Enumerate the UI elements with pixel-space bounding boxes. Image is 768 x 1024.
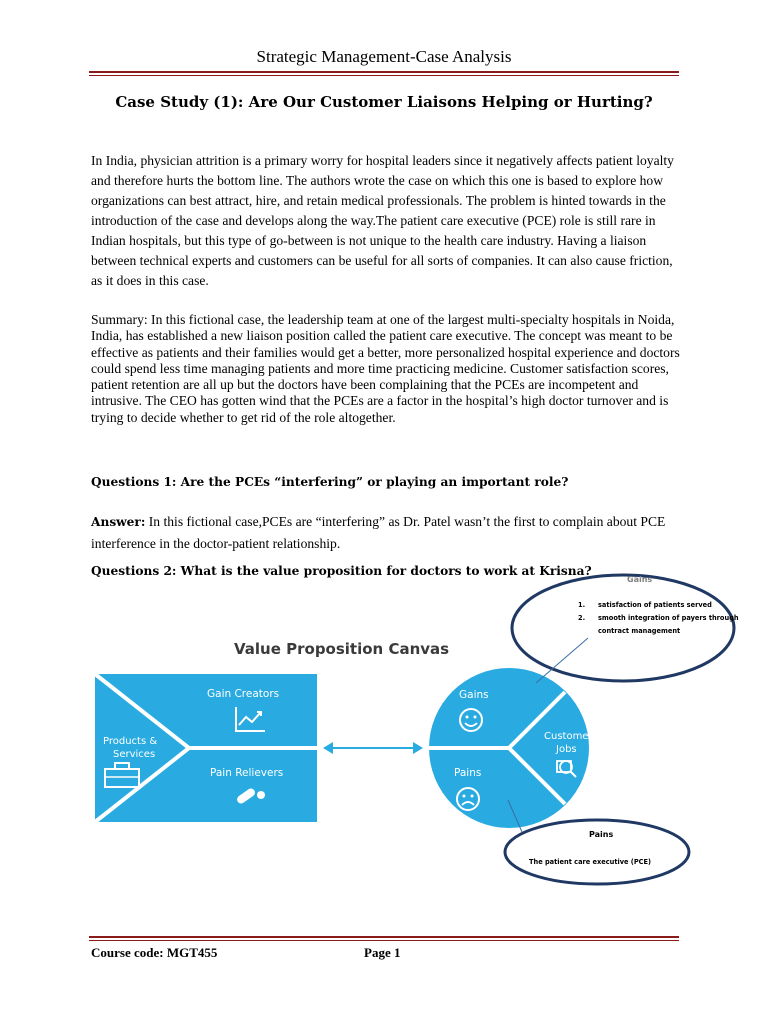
- header-rule-thin: [89, 75, 679, 76]
- footer-rule-thin: [89, 940, 679, 941]
- answer-1: [91, 511, 687, 554]
- pains-label: Pains: [454, 767, 482, 779]
- question-2: Questions 2: What is the value proposition for doctors to work at Krisna?: [91, 564, 592, 578]
- answer-text: In this fictional case,PCEs are “interfering” as Dr. Patel wasn’t the first to complain about PCE interference in the doctor-patient relationship.: [91, 514, 666, 551]
- gains-label: Gains: [459, 689, 489, 701]
- canvas-title: Value Proposition Canvas: [234, 640, 450, 658]
- gains-item-2-text: smooth integration of payers through: [598, 614, 739, 622]
- intro-paragraph: In India, physician attrition is a primary worry for hospital leaders since it negatively affects patient loyalty and therefore hurts the bottom line. The authors wrote the case on which this one is based to explore how organizations can best attract, hire, and retain medical professionals. The problem is hinted towards in the introduction of the case and develops along the way.The patient care executive (PCE) role is still rare in Indian hospitals, but this type of go-between is not unique to the health care industry. Having a liaison between technical experts and customers can be useful for all sorts of companies. It can also cause friction, as it does in this case.: [91, 153, 674, 288]
- pain-relievers-label: Pain Relievers: [210, 767, 284, 779]
- customer-jobs-label-2: Jobs: [556, 744, 577, 755]
- page-header-title: Strategic Management-Case Analysis: [256, 47, 512, 66]
- customer-jobs-label-1: Customer: [544, 731, 593, 742]
- answer-label: Answer:: [91, 515, 146, 529]
- products-services-label-1: Products &: [103, 736, 158, 747]
- case-study-title: Case Study (1): Are Our Customer Liaisons Helping or Hurting?: [115, 93, 653, 111]
- products-services-label-2: Services: [113, 749, 156, 760]
- course-code: Course code: MGT455: [91, 945, 218, 960]
- gains-item-1-text: satisfaction of patients served: [598, 601, 712, 609]
- gains-item-2-number: 2.: [578, 614, 586, 622]
- gain-creators-label: Gain Creators: [207, 688, 280, 700]
- footer-rule-thick: [89, 936, 679, 938]
- pains-callout-text: The patient care executive (PCE): [529, 858, 652, 866]
- pains-callout: [498, 815, 698, 890]
- gains-item-1-number: 1.: [578, 601, 586, 609]
- question-1: Questions 1: Are the PCEs “interfering” or playing an important role?: [91, 475, 569, 489]
- summary-paragraph: Summary: In this fictional case, the leadership team at one of the largest multi-specialty hospitals in Noida, India, has established a new liaison position called the patient care executive. The concept was meant to be effective as patients and their families would get a better, more personalized hospital experience and doctors could spend less time managing patients and more time practicing medicine. Customer satisfaction scores, patient retention are all up but the doctors have been complaining that the PCEs are incompetent and intrusive. The CEO has gotten wind that the PCEs are a factor in the hospital’s high doctor turnover and is trying to decide whether to get rid of the role altogether.: [91, 312, 680, 425]
- pains-callout-title: Pains: [589, 830, 614, 839]
- page-number: Page 1: [364, 945, 401, 960]
- gains-callout-title: Gains: [627, 575, 653, 584]
- header-rule-thick: [89, 71, 679, 73]
- gains-item-2-continued: contract management: [598, 627, 681, 635]
